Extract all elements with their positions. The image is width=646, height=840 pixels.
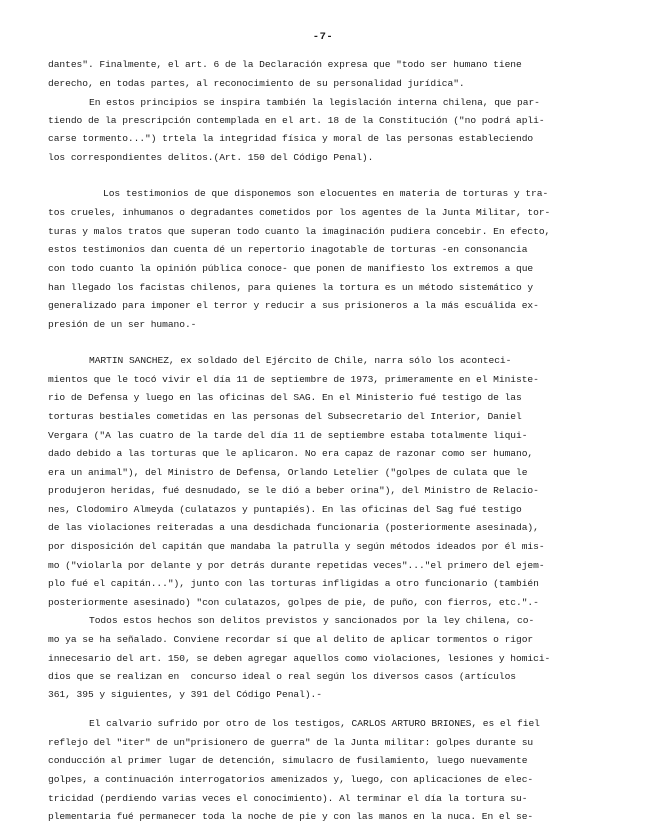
text-line: por disposición del capitán que mandaba la patrulla y según métodos ideados por él mis- [48, 541, 545, 552]
text-line: de las violaciones reiteradas a una desdichada funcionaria (posteriormente asesinada), [48, 522, 539, 533]
text-line: mo ("violarla por delante y por detrás durante repetidas veces"..."el primero del ejem- [48, 560, 545, 571]
text-line: rio de Defensa y luego en las oficinas del SAG. En el Ministerio fué testigo de las [48, 392, 522, 403]
text-line: plo fué el capitán..."), junto con las torturas infligidas a otro funcionario (también [48, 578, 539, 589]
text-line: MARTIN SANCHEZ, ex soldado del Ejército de Chile, narra sólo los aconteci- [89, 355, 512, 366]
text-line: dios que se realizan en concurso ideal o real según los diversos casos (artículos [48, 671, 516, 682]
text-line: presión de un ser humano.- [48, 319, 197, 330]
text-line: produjeron heridas, fué desnudado, se le dió a beber orina"), del Ministro de Relacio- [48, 485, 539, 496]
text-line: estos testimonios dan cuenta dé un repertorio inagotable de torturas -en consonancia [48, 244, 528, 255]
page-number: -7- [312, 31, 334, 43]
text-line: nes, Clodomiro Almeyda (culatazos y puntapiés). En las oficinas del Sag fué testigo [48, 504, 522, 515]
text-line: conducción al primer lugar de detención, simulacro de fusilamiento, luego nuevamente [48, 755, 528, 766]
text-line: mo ya se ha señalado. Conviene recordar sí que al delito de aplicar tormentos o rigor [48, 634, 534, 645]
text-line: han llegado los facistas chilenos, para quienes la tortura es un método sistemático y [48, 282, 534, 293]
text-line: derecho, en todas partes, al reconocimiento de su personalidad jurídica". [48, 78, 465, 89]
text-line: los correspondientes delitos.(Art. 150 del Código Penal). [48, 152, 374, 163]
text-line: era un animal"), del Ministro de Defensa, Orlando Letelier ("golpes de culata que le [48, 467, 528, 478]
text-line: plementaria fué permanecer toda la noche de pie y con las manos en la nuca. En el se- [48, 811, 534, 822]
text-line: El calvario sufrido por otro de los testigos, CARLOS ARTURO BRIONES, es el fiel [89, 718, 540, 729]
text-line: carse tormento...") trtela la integridad física y moral de las personas estableciendo [48, 133, 534, 144]
text-line: innecesario del art. 150, se deben agregar aquellos como violaciones, lesiones y homici- [48, 653, 551, 664]
text-line: dantes". Finalmente, el art. 6 de la Declaración expresa que "todo ser humano tiene [48, 59, 522, 70]
text-line: tiendo de la prescripción contemplada en el art. 18 de la Constitución ("no podrá apli- [48, 115, 545, 126]
text-line: generalizado para imponer el terror y reducir a sus prisioneros a la más escuálida ex- [48, 300, 539, 311]
text-line: con todo cuanto la opinión pública conoce- que ponen de manifiesto los extremos a que [48, 263, 534, 274]
text-line: En estos principios se inspira también la legislación interna chilena, que par- [89, 97, 540, 108]
text-line: tricidad (perdiendo varias veces el conocimiento). Al terminar el día la tortura su- [48, 793, 528, 804]
text-line: tos crueles, inhumanos o degradantes cometidos por los agentes de la Junta Militar, tor- [48, 207, 551, 218]
text-line: reflejo del "iter" de un"prisionero de guerra" de la Junta militar: golpes durante su [48, 737, 534, 748]
text-line: golpes, a continuación interrogatorios amenizados y, luego, con aplicaciones de elec- [48, 774, 534, 785]
text-line: posteriormente asesinado) "con culatazos, golpes de pie, de puño, con fierros, etc.".- [48, 597, 539, 608]
text-line: mientos que le tocó vivir el día 11 de septiembre de 1973, primeramente en el Ministe- [48, 374, 539, 385]
text-line: dado debido a las torturas que le aplicaron. No era capaz de razonar como ser humano, [48, 448, 534, 459]
text-line: turas y malos tratos que superan todo cuanto la imaginación pudiera concebir. En efecto, [48, 226, 551, 237]
text-line: Todos estos hechos son delitos previstos y sancionados por la ley chilena, co- [89, 615, 535, 626]
text-line: Los testimonios de que disponemos son elocuentes en materia de torturas y tra- [103, 188, 549, 199]
text-line: torturas bestiales cometidas en las personas del Subsecretario del Interior, Daniel [48, 411, 522, 422]
text-line: Vergara ("A las cuatro de la tarde del día 11 de septiembre estaba totalmente liqui- [48, 430, 528, 441]
text-line: 361, 395 y siguientes, y 391 del Código Penal).- [48, 689, 322, 700]
